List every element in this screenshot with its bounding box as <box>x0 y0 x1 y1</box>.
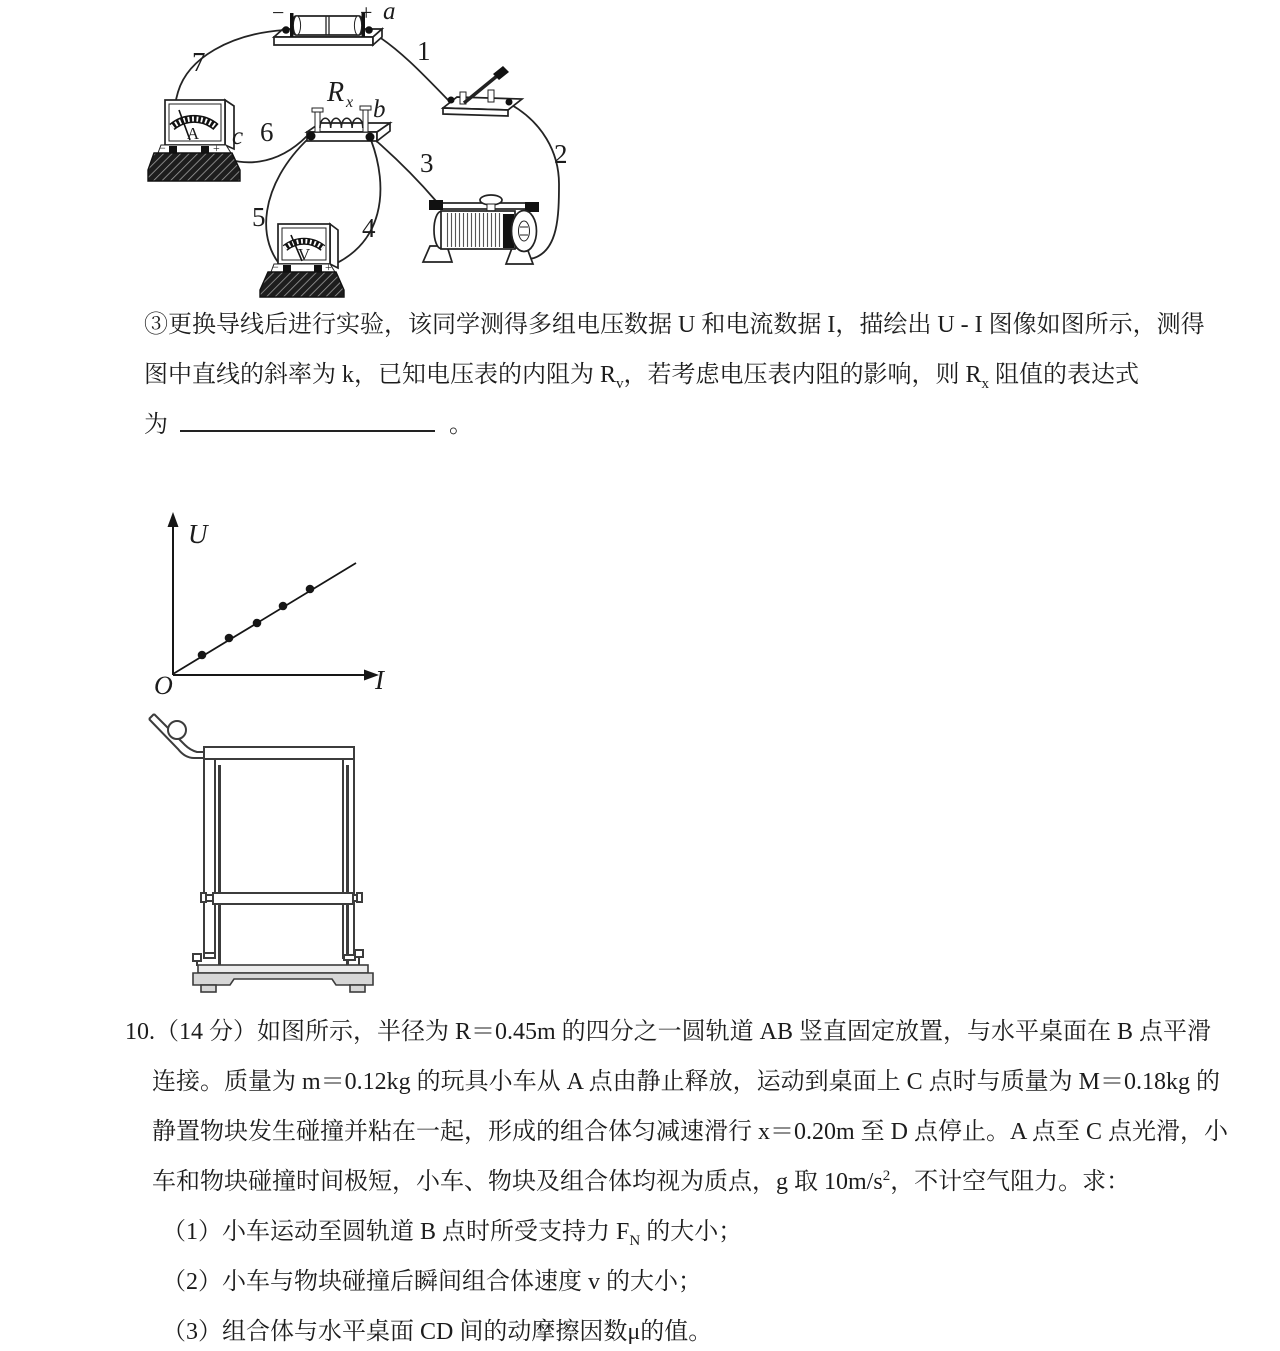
y-axis-arrow <box>168 512 179 527</box>
p3-line1: ③更换导线后进行实验，该同学测得多组电压数据 U 和电流数据 I，描绘出 U - I 图像如图所示，测得 <box>144 312 1205 338</box>
battery-plus-sign: + <box>360 0 373 25</box>
data-point <box>279 602 288 611</box>
p3-line2-text: 图中直线的斜率为 k，已知电压表的内阻为 R <box>144 362 617 388</box>
q10-line4-text2: ，不计空气阻力。求： <box>890 1169 1131 1195</box>
ms2-superscript: 2 <box>882 1168 891 1184</box>
base-right-foot <box>350 985 365 992</box>
data-points <box>173 563 356 674</box>
rv-subscript: v <box>616 375 624 392</box>
rx-left-terminal <box>307 132 316 141</box>
data-point <box>306 585 315 594</box>
q10-item1-text2: 的大小； <box>640 1219 743 1245</box>
circuit-figure <box>130 0 630 300</box>
battery-minus-sign: − <box>272 0 285 25</box>
ammeter <box>148 100 240 181</box>
voltmeter <box>260 224 344 297</box>
q10-line2: 连接。质量为 m＝0.12kg 的玩具小车从 A 点由静止释放，运动到桌面上 C 点时与质量为 M＝0.18kg 的 <box>152 1069 1221 1095</box>
data-point <box>225 634 234 643</box>
crossbar-right-bolt <box>357 893 362 902</box>
wire-2-label: 2 <box>554 139 568 169</box>
q10-item2: （2）小车与物块碰撞后瞬间组合体速度 v 的大小； <box>162 1269 702 1295</box>
terminal-a-label: a <box>383 0 396 25</box>
q10-item1 <box>125 1207 1228 1257</box>
battery <box>272 0 382 45</box>
y-axis-label: U <box>188 519 208 549</box>
wire-3-label: 3 <box>420 148 434 178</box>
q10-item3: （3）组合体与水平桌面 CD 间的动摩擦因数μ的值。 <box>162 1319 713 1345</box>
wire-1 <box>373 33 449 101</box>
ammeter-minus-sign: − <box>159 141 166 155</box>
ammeter-pos-terminal <box>201 146 209 153</box>
voltmeter-base <box>260 272 344 297</box>
p3-line2-text3: 阻值的表达式 <box>989 362 1140 388</box>
knife-switch <box>443 66 522 116</box>
data-point <box>253 619 262 628</box>
apparatus-figure <box>130 703 410 1003</box>
ammeter-letter: A <box>186 124 200 143</box>
table-top <box>204 747 354 759</box>
crossbar <box>213 893 353 904</box>
x-axis-label: I <box>375 665 384 695</box>
terminal-b-label: b <box>373 96 386 123</box>
table <box>201 747 362 968</box>
p3-line3-period: 。 <box>449 412 473 438</box>
rx-subscript: x <box>981 375 990 392</box>
voltmeter-plus-sign: + <box>325 260 332 274</box>
voltmeter-letter: V <box>297 245 311 264</box>
wire-7-label: 7 <box>192 47 206 77</box>
data-point <box>198 651 207 660</box>
paragraph-3 <box>144 300 1205 450</box>
ammeter-base <box>148 153 240 181</box>
q10-line4-text: 车和物块碰撞时间极短，小车、物块及组合体均视为质点，g 取 10m/s <box>152 1169 883 1195</box>
ammeter-neg-terminal <box>169 146 177 153</box>
rheostat-left-terminal <box>429 200 443 210</box>
fn-subscript: N <box>629 1232 641 1249</box>
toy-car <box>168 721 186 739</box>
p3-line3 <box>144 400 1205 450</box>
ui-graph-figure <box>150 505 420 705</box>
voltmeter-pos-terminal <box>314 265 322 272</box>
rheostat <box>423 195 539 264</box>
q10-line1: 10.（14 分）如图所示，半径为 R＝0.45m 的四分之一圆轨道 AB 竖直固定放置，与水平桌面在 B 点平滑 <box>125 1019 1212 1045</box>
rx-label-subscript: x <box>346 94 354 111</box>
wire-1-label: 1 <box>417 36 431 66</box>
base-left-bolt <box>193 954 201 961</box>
answer-blank <box>180 408 435 432</box>
wire-6-label: 6 <box>260 117 274 147</box>
ammeter-plus-sign: + <box>213 141 220 155</box>
wire-5-label: 5 <box>252 202 266 232</box>
table-left-leg <box>204 759 215 955</box>
voltmeter-neg-terminal <box>283 265 291 272</box>
rheostat-coil <box>446 213 503 247</box>
p3-line3-text: 为 <box>144 412 168 438</box>
battery-neg-terminal <box>282 26 290 34</box>
base-left-foot <box>201 985 216 992</box>
battery-pos-terminal <box>365 26 373 34</box>
q10-item1-text: （1）小车运动至圆轨道 B 点时所受支持力 F <box>162 1219 630 1245</box>
base-right-bolt <box>355 950 363 957</box>
terminal-c-label: c <box>232 123 244 150</box>
rx-right-terminal <box>366 133 375 142</box>
wire-4-label: 4 <box>362 213 376 243</box>
q10-line3: 静置物块发生碰撞并粘在一起，形成的组合体匀减速滑行 x＝0.20m 至 D 点停止。A 点至 C 点光滑，小 <box>152 1119 1229 1145</box>
voltmeter-minus-sign: − <box>272 260 279 274</box>
rx-label: R <box>327 77 345 108</box>
p3-line2 <box>144 350 1205 400</box>
p3-line2-text2: ，若考虑电压表内阻的影响，则 R <box>623 362 982 388</box>
q10-line4 <box>125 1157 1228 1207</box>
question-10 <box>125 1007 1228 1351</box>
origin-label: O <box>154 671 173 700</box>
crossbar-left-bolt <box>201 893 206 902</box>
